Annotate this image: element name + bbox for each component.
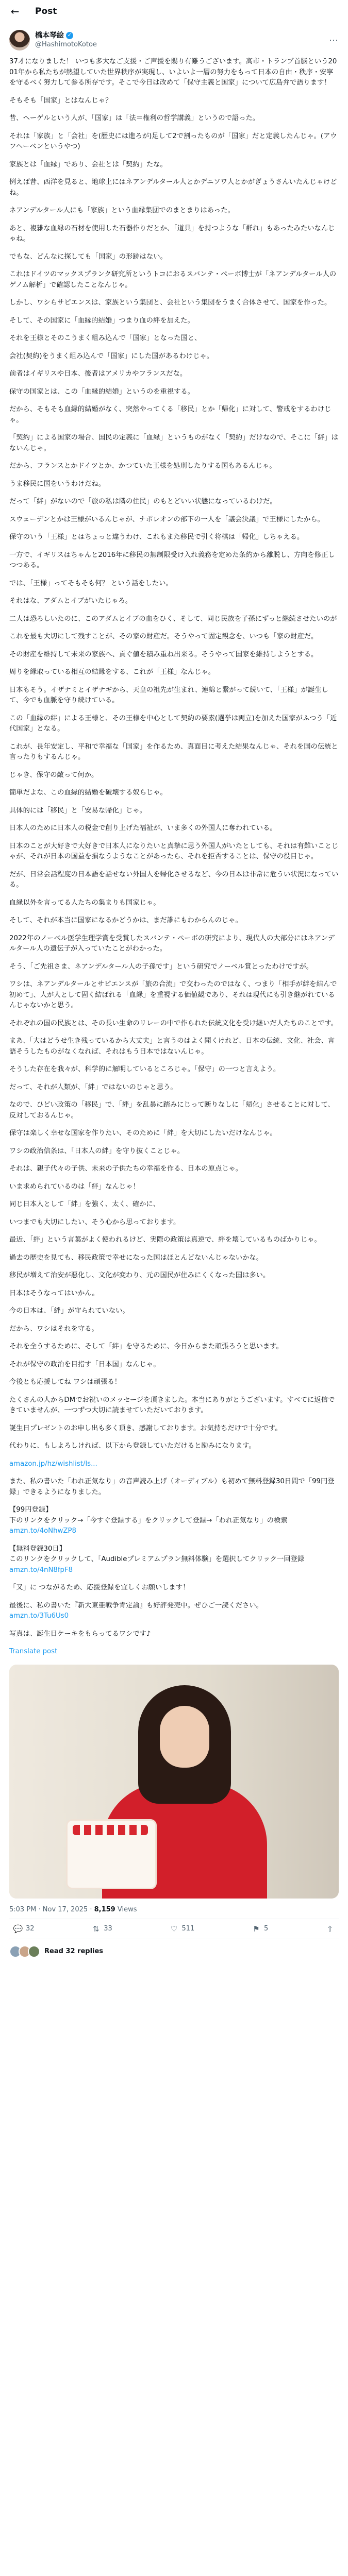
share-icon: ⇧ <box>326 1924 334 1934</box>
post-paragraph: あと、複雑な血縁の石材を使用した石器作りだとか、「道具」を持つような「群れ」もあったみたいなんじゃね。 <box>9 224 335 243</box>
book-link[interactable]: amzn.to/3Tu6Us0 <box>9 1612 69 1620</box>
author-names <box>35 31 329 49</box>
audible-link[interactable]: amzn.to/4nN8fpF8 <box>9 1566 73 1574</box>
repost-count: 33 <box>104 1925 112 1933</box>
post-paragraph: 日本のことが大好きで大好きで日本人になりたいと真摯に思う外国人がいたとしても、それは有難いことじゃが、それが日本の国益を損なうようなことがあったら、それを拒否することは、保守の役目じゃ。 <box>9 842 339 860</box>
link-wishlist[interactable] <box>9 1459 339 1470</box>
share-button[interactable] <box>325 1924 335 1934</box>
post-paragraph: 保守の国家とは、この「血縁的結婚」というのを重視する。 <box>9 387 195 396</box>
post-paragraph: 今後とも応援してね ワシは頑張る！ <box>9 1378 121 1386</box>
post-paragraph: だから、ワシはそれを守る。 <box>9 1325 98 1333</box>
avatar[interactable] <box>9 30 30 50</box>
post-paragraph: 代わりに、もしよろしければ、以下から登録していただけると励みになります。 <box>9 1442 256 1450</box>
bookmark-count: 5 <box>263 1925 269 1933</box>
top-bar <box>0 0 348 23</box>
bookmark-icon: ⚑ <box>253 1924 260 1934</box>
like-count: 511 <box>181 1925 195 1933</box>
more-options-icon[interactable]: ⋯ <box>329 35 339 46</box>
kindle-heading: 【99円登録】 <box>9 1506 53 1514</box>
post-paragraph: たくさんの人からDMでお祝いのメッセージを頂きました。本当にありがとうございます。すべてに返信できていませんが、一つずつ大切に読ませていただいております。 <box>9 1396 335 1414</box>
photo-face <box>160 1706 209 1768</box>
post-paragraph: その財産を維持して未来の家族へ、貢ぐ値を積み重ね出来る。そうやって国家を維持しようとする。 <box>9 650 318 658</box>
post-paragraph: 保守は楽しく幸せな国家を作りたい、そのために「絆」を大切にしたいだけなんじゃ。 <box>9 1129 277 1137</box>
post-paragraph: 日本はそうなってはいかん。 <box>9 1289 99 1297</box>
post-paragraph: そう、「ご先祖さま、ネアンデルタール人の子孫です」という研究でノーベル賞とったわけですが。 <box>9 962 313 971</box>
post-paragraph: これが、長年安定し、平和で幸福な「国家」を作るため、真面目に考えた結果なんじゃ、それを国の伝統と言ったりもするんじゃ。 <box>9 742 338 761</box>
photo-caption: 写真は、誕生日ケーキをもらってるワシです♪ <box>9 1630 151 1638</box>
post-paragraph: これを最も大切にして残すことが、その家の財産だ。そうやって固定観念を、いつも「家の財産だ。 <box>9 633 318 640</box>
post-paragraph: だって、それが人類が、「絆」ではないのじゃと思う。 <box>9 1083 177 1091</box>
post-paragraph: そして、その国家に「血縁的結婚」つまり血の絆を加えた。 <box>9 316 194 325</box>
post-paragraph: しかし、ワシらサピエンスは、家族という集団と、会社という集団をうまく合体させて、国家を作った。 <box>9 299 332 307</box>
bookmark-button[interactable] <box>252 1924 268 1934</box>
post-paragraph: だから、フランスとかドイツとか、かつていた王様を処刑したりする国もあるんじゃ。 <box>9 462 276 470</box>
post-paragraph: それを王様とそのこうまく組み込んで「国家」となった国と、 <box>9 334 202 342</box>
post-paragraph: この「血縁の絆」による王様と、その王様を中心として契約の要素(選挙は両立)を加えた国家がふつう「近代国家」となる。 <box>9 714 337 733</box>
read-replies-label: Read 32 replies <box>44 1947 104 1955</box>
post-paragraph: それぞれの国の民族とは、その長い生命のリレーの中で作られた伝統文化を受け継いだ人たちのことです。 <box>9 1019 338 1027</box>
repost-icon: ⇅ <box>92 1924 100 1934</box>
post-paragraph: 誕生日プレゼントのお申し出も多く頂き、感謝しております。お気持ちだけで十分です。 <box>9 1424 282 1432</box>
kindle-text: 下のリンクをクリック→「今すぐ登録する」をクリックして登録→「われ正気なり」の検索 <box>9 1516 288 1524</box>
post-paragraph: 同じ日本人として「絆」を強く、太く、確かに、 <box>9 1200 160 1208</box>
back-arrow-icon[interactable]: ← <box>10 5 20 18</box>
like-button[interactable] <box>169 1924 194 1934</box>
post-paragraph: ワシの政治信条は、「日本人の絆」を守り抜くことじゃ。 <box>9 1147 185 1155</box>
after-link-2 <box>9 1601 339 1622</box>
post-paragraph: それを全うするために、そして「絆」を守るために、今日からまた頑張ろうと思います。 <box>9 1343 283 1350</box>
heart-icon: ♡ <box>170 1924 178 1934</box>
post-paragraph: 2022年のノーベル医学生理学賞を受賞したスバンテ・ペーボの研究により、現代人の大部分にはネアンデルタール人の遺伝子が入っていたことがわかった。 <box>9 934 335 953</box>
post-paragraph: ネアンデルタール人にも「家族」という血縁集団でのまとまりはあった。 <box>9 207 235 214</box>
translate-link[interactable] <box>9 1647 339 1657</box>
book-promo-text: 最後に、私の書いた『新大東亜戦争肯定論』も好評発売中。ぜひご一読ください。 <box>9 1601 263 1609</box>
post-paragraph: いつまでも大切にしたい、そう心から思っております。 <box>9 1218 180 1226</box>
post-paragraph: では、「王様」ってそもそも何？ という話をしたい。 <box>9 579 173 587</box>
post-paragraph: うま移民に国をいうわけだね。 <box>9 480 106 488</box>
translate-post-link[interactable]: Translate post <box>9 1648 58 1655</box>
post-meta: 5:03 PM · Nov 17, 2025 · 8,159 Views <box>9 1905 137 1913</box>
author-handle[interactable]: @HashimotoKotoe <box>35 41 97 48</box>
post-paragraph: 血縁以外を言ってる人たちの集まりも国家じゃ。 <box>9 899 160 907</box>
verified-badge-icon: ✓ <box>66 32 73 39</box>
post-paragraph: それはな、アダムとイブがいたじゃろ。 <box>9 597 132 605</box>
post-paragraph: まあ、「大はどうせ生き残っているから大丈夫」と言うのはよく聞くけれど、日本の伝統、文化、社会、言語そうしたものがなくなれば、それはもう日本ではないんじゃ。 <box>9 1037 335 1056</box>
kindle-block <box>9 1505 339 1537</box>
views-label: Views <box>117 1905 137 1913</box>
read-replies-button[interactable] <box>0 1939 348 1964</box>
post-paragraph: 昔、ヘーゲルという人が、「国家」は「法＝権利の哲学講義」というので語った。 <box>9 114 260 122</box>
post-paragraph: 過去の歴史を見ても、移民政策で幸せになった国はほとんどないんじゃないかな。 <box>9 1253 263 1262</box>
post-body <box>0 54 348 1899</box>
post-paragraph: それが保守の政治を目指す「日本国」なんじゃ。 <box>9 1360 160 1368</box>
post-paragraph: 移民が増えて治安が悪化し、文化が変わり、元の国民が住みにくくなった国は多い。 <box>9 1272 270 1279</box>
post-paragraph: 具体的には「移民」と「安易な帰化」じゃ。 <box>9 806 146 815</box>
reply-icon: 💬 <box>13 1924 23 1934</box>
post-paragraph: だが、日常会話程度の日本語を話せない外国人を帰化させるなど、今の日本は非常に危うい状況になっている。 <box>9 870 339 889</box>
post-paragraphs <box>9 57 339 1452</box>
reply-count: 32 <box>26 1925 35 1933</box>
audible-paragraph: また、私の書いた「われ正気なり」の音声読み上げ（オーディブル）も初めて無料登録30日間で「99円登録」できるようになりました。 <box>9 1478 335 1496</box>
post-paragraph: そして、それが本当に国家になるかどうかは、まだ誰にもわからんのじゃ。 <box>9 917 242 924</box>
audible-text: このリンクをクリックして、「Audibleプレミアムプラン無料体験」を選択してクリック一回登録 <box>9 1555 305 1563</box>
audible-heading: 【無料登録30日】 <box>9 1545 66 1553</box>
post-paragraph: でもな、どんなに探しても「国家」の形跡はない。 <box>9 252 167 261</box>
post-paragraph: なので、ひどい政策の「移民」で、「絆」を乱暴に踏みにじって断りなしに「帰化」させることに対して、反対しておるんじゃ。 <box>9 1101 335 1120</box>
post-paragraph: だから、そもそも血縁的結婚がなく、突然やってくる「移民」とか「帰化」に対して、警戒をするわけじゃ。 <box>9 405 332 424</box>
repost-button[interactable] <box>91 1924 112 1934</box>
post-paragraph: 二人は恐ろしいたのに、このアダムとイブの血をひく、そして、同じ民族を子孫にずっと継続させたいのが <box>9 615 337 623</box>
post-paragraph: 簡単だよな、この血縁的結婚を破壊する奴らじゃ。 <box>9 789 167 796</box>
page-title: Post <box>35 6 57 16</box>
post-paragraph: 37才になりました！ いつも多大なご支援・ご声援を賜り有難うございます。高市・トランプ首脳という2001年から私たちが熱望していた世界秩序が実現し、いよいよ一層の努力をもって日本の自由・秩序・安寧を守るべく努力して参る所存です。そこで今日は改めて「保守主義と国家」について広島弁で語ります！ <box>9 58 337 87</box>
post-paragraph: 保守のいう「王様」とはちょっと違うわけ、これもまた移民で引く将棋は「帰化」しちゃえる。 <box>9 533 304 541</box>
post-author <box>0 23 348 54</box>
post-paragraph: じゃき、保守の敵って何か。 <box>9 771 98 779</box>
post-paragraph: 家族とは「血縁」であり、会社とは「契約」たな。 <box>9 160 167 168</box>
post-paragraph: 今の日本は、「絆」が守られていない。 <box>9 1307 129 1315</box>
audible-block <box>9 1544 339 1576</box>
post-paragraph: そうした存在を我々が、科学的に解明しているところじゃ。「保守」の一つと言えよう。 <box>9 1065 280 1073</box>
display-name[interactable]: 橋本琴絵 <box>35 31 64 40</box>
post-paragraph: そもそも「国家」とはなんじゃ？ <box>9 96 112 105</box>
post-paragraph: 最近、「絆」という言葉がよく使われるけど、実際の政策は真逆で、絆を壊しているものばかりじゃ。 <box>9 1236 321 1244</box>
view-count: 8,159 <box>94 1905 115 1913</box>
post-paragraph: 日本人のために日本人の税金で創り上げた福祉が、いま多くの外国人に奪われている。 <box>9 824 277 832</box>
wishlist-link[interactable]: amazon.jp/hz/wishlist/ls... <box>9 1460 97 1468</box>
kindle-link[interactable]: amzn.to/4oNhwZP8 <box>9 1527 76 1535</box>
reply-avatars <box>9 1945 40 1958</box>
post-paragraph: これはドイツのマックスプランク研究所というトコにおるスバンテ・ペーボ博士が「ネアンデルタール人のゲノム解析」で確認したことなんじゃ。 <box>9 270 337 289</box>
post-timestamp[interactable]: 5:03 PM · Nov 17, 2025 <box>9 1905 88 1913</box>
post-photo[interactable] <box>9 1665 339 1899</box>
post-paragraph: 一方で、イギリスはちゃんと2016年に移民の無制限受け入れ義務を定めた条約から離脱し、方向を修正しつつある。 <box>9 551 335 569</box>
post-paragraph: それは「家族」と「会社」を(歴史には進ろが)足して2で割ったものが「国家」だと定義したんじゃ。(アウフヘーベンというやつ) <box>9 132 337 150</box>
post-paragraph: 周りを縁取っている相互の結縁をする、これが「王様」なんじゃ。 <box>9 668 215 676</box>
display-name-row[interactable] <box>35 31 329 40</box>
post-paragraph: 例えば昔、西洋を見ると、地球上にはネアンデルタール人とかデニソワ人とかがぎょうさんいたんじゃけどね。 <box>9 178 337 197</box>
birthday-cake-image <box>66 1819 157 1889</box>
reply-button[interactable] <box>13 1924 35 1934</box>
post-paragraph: 前者はイギリスや日本、後者はアメリカやフランスだな。 <box>9 370 187 378</box>
post-paragraph: 日本もそう。イザナミとイザナギから、天皇の祖先が生まれ、連綿と繋がって続いて、「王様」が誕生して、今でも血脈を守り続けている。 <box>9 686 328 704</box>
post-paragraph: だって「絆」がないので「旅の私は隣の住民」のもとどいい状態になっているわけだ。 <box>9 498 277 505</box>
post-paragraph: いま求められているのは「絆」なんじゃ！ <box>9 1182 140 1191</box>
post-paragraph: 「契約」による国家の場合、国民の定義に「血縁」というものがなく「契約」だけなので、そこに「絆」はないんじゃ。 <box>9 434 338 452</box>
post-paragraph: スウェーデンとかは王様がいるんじゃが、ナポレオンの部下の一人を「議会決議」で王様にしたから。 <box>9 515 324 523</box>
post-paragraph: それは、親子代々の子供、未来の子供たちの幸福を作る、日本の原点じゃ。 <box>9 1165 243 1173</box>
action-bar <box>0 1919 348 1939</box>
post-paragraph: ワシは、ネアンデルタールとサピエンスが「旅の合流」で交わったのではなく、つまり「相手が絆を結んで初めて」、人が人として固く結ばれる「血縁」を重視する価値観であり、それは現代にも引き継がれているんじゃないかと思う。 <box>9 980 337 1009</box>
post-paragraph: 会社(契約)をうまく組み込んで「国家」にした国があるわけじゃ。 <box>9 352 213 360</box>
after-link-1: 「又」に つながるため、応援登録を宜しくお願いします！ <box>9 1584 190 1591</box>
